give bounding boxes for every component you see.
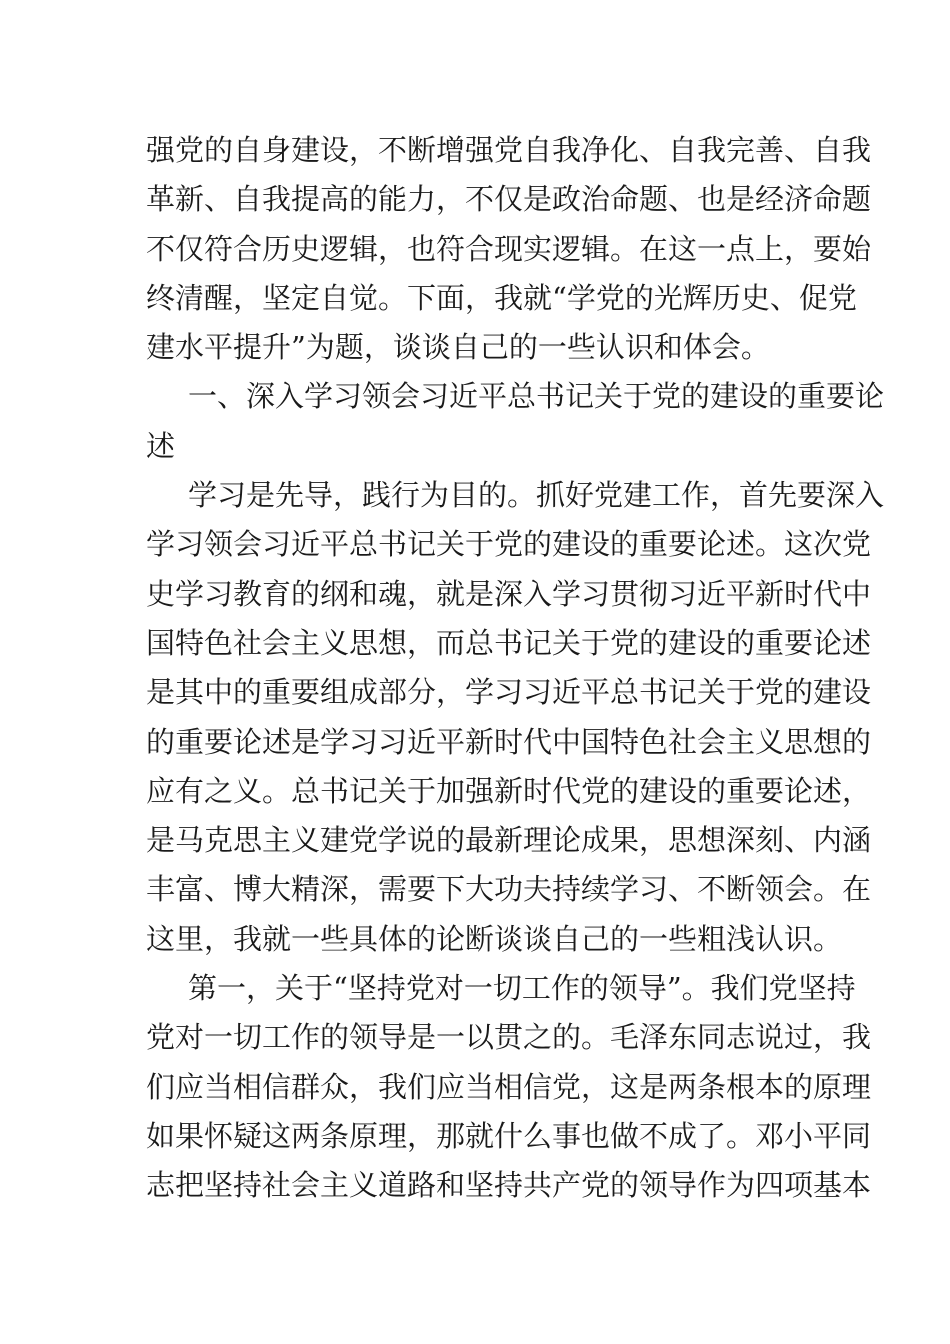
text-line: 们应当相信群众，我们应当相信党，这是两条根本的原理 xyxy=(146,1069,872,1104)
text-line: 的重要论述是学习习近平新时代中国特色社会主义思想的 xyxy=(146,724,872,759)
text-line: 志把坚持社会主义道路和坚持共产党的领导作为四项基本 xyxy=(146,1168,872,1203)
text-line: 学习是先导，践行为目的。抓好党建工作，首先要深入 xyxy=(188,478,885,513)
text-line: 终清醒，坚定自觉。下面，我就“学党的光辉历史、促党 xyxy=(146,280,857,315)
text-line: 国特色社会主义思想，而总书记关于党的建设的重要论述 xyxy=(146,625,872,660)
text-line: 革新、自我提高的能力，不仅是政治命题、也是经济命题 xyxy=(146,182,872,217)
text-line: 建水平提升”为题，谈谈自己的一些认识和体会。 xyxy=(146,330,770,365)
paragraph xyxy=(146,126,872,372)
text-line: 强党的自身建设，不断增强党自我净化、自我完善、自我 xyxy=(146,133,872,167)
text-line: 如果怀疑这两条原理，那就什么事也做不成了。邓小平同 xyxy=(146,1118,872,1153)
text-line: 不仅符合历史逻辑，也符合现实逻辑。在这一点上，要始 xyxy=(146,231,872,266)
text-line: 史学习教育的纲和魂，就是深入学习贯彻习近平新时代中 xyxy=(146,576,872,611)
text-line: 应有之义。总书记关于加强新时代党的建设的重要论述， xyxy=(146,773,872,808)
text-line: 党对一切工作的领导是一以贯之的。毛泽东同志说过，我 xyxy=(146,1020,872,1055)
section-heading xyxy=(146,372,885,471)
heading-line: 一、深入学习领会习近平总书记关于党的建设的重要论 xyxy=(188,379,885,414)
text-line: 学习领会习近平总书记关于党的建设的重要论述。这次党 xyxy=(146,527,872,562)
text-line: 第一，关于“坚持党对一切工作的领导”。我们党坚持 xyxy=(188,971,856,1006)
text-line: 这里，我就一些具体的论断谈谈自己的一些粗浅认识。 xyxy=(146,921,843,956)
text-line: 是马克思主义建党学说的最新理论成果，思想深刻、内涵 xyxy=(146,823,872,858)
heading-line: 述 xyxy=(146,428,176,463)
paragraph xyxy=(146,471,885,964)
text-line: 是其中的重要组成部分，学习习近平总书记关于党的建设 xyxy=(146,675,872,710)
text-line: 丰富、博大精深，需要下大功夫持续学习、不断领会。在 xyxy=(146,872,872,907)
paragraph xyxy=(146,964,872,1210)
document-body xyxy=(146,126,885,1211)
